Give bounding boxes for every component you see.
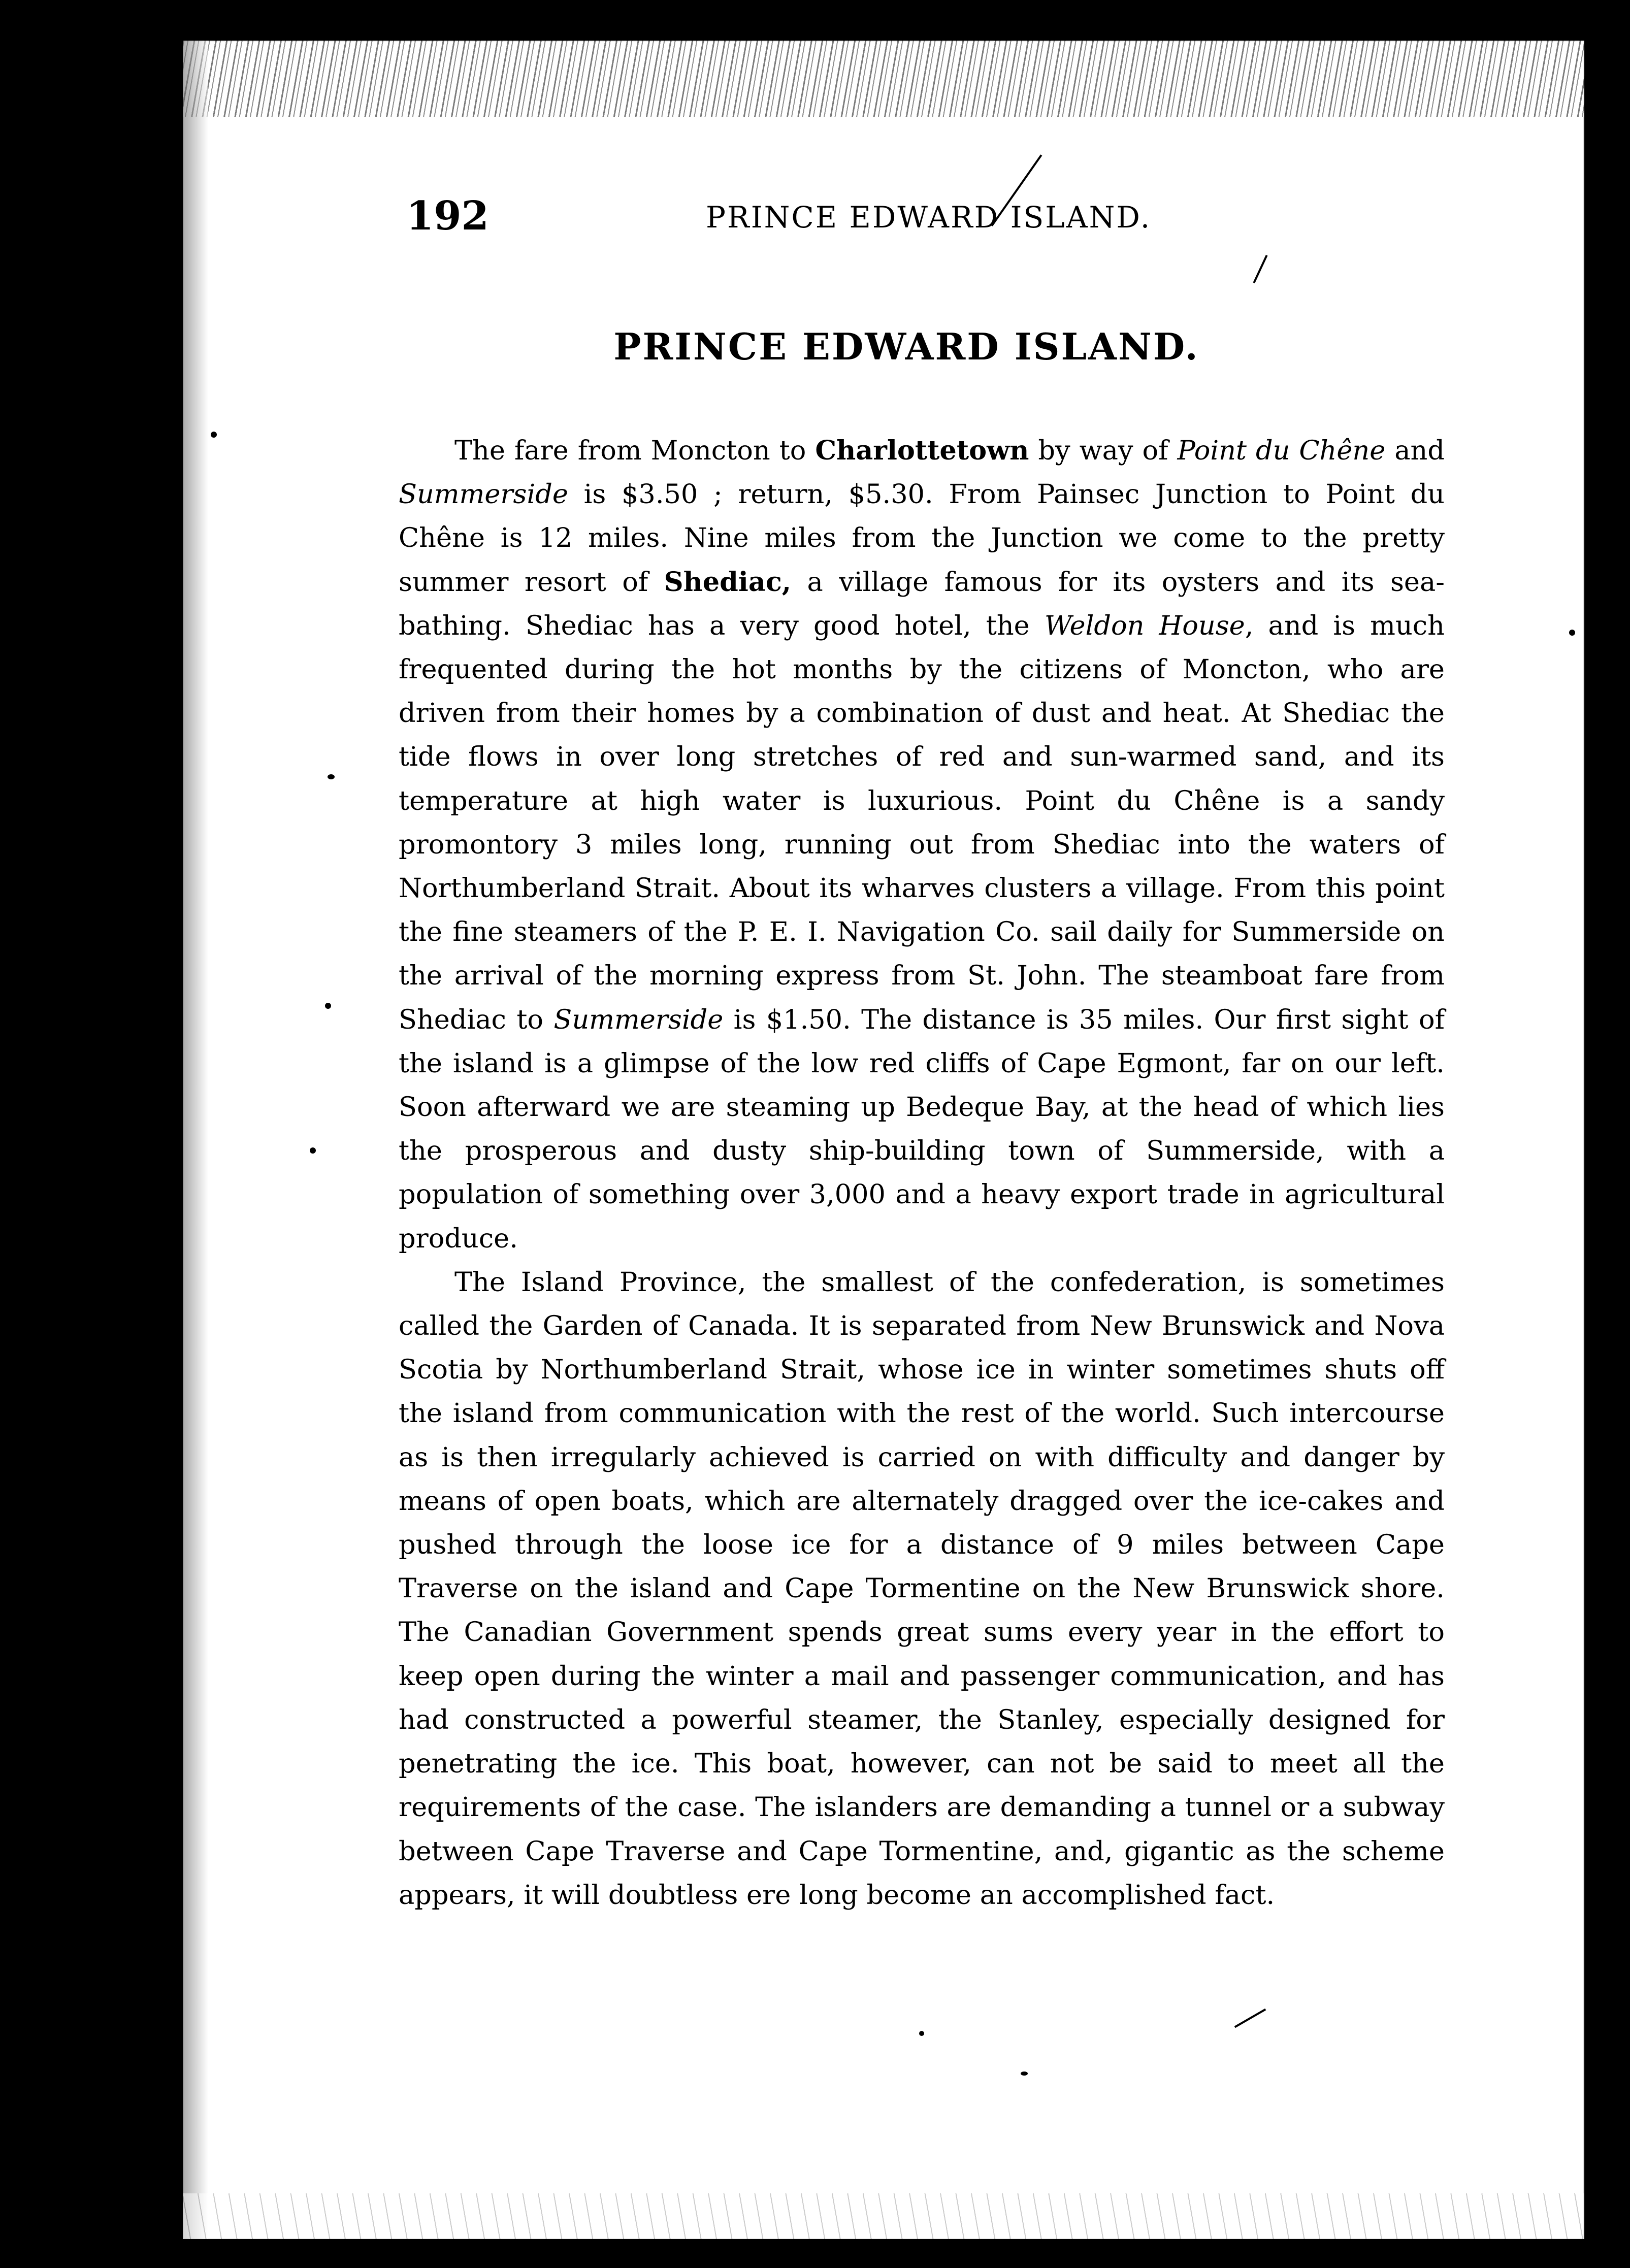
- chapter-title: PRINCE EDWARD ISLAND.: [613, 325, 1199, 368]
- text-run: Point du Chêne: [1177, 435, 1386, 466]
- pen-mark: [1234, 2009, 1266, 2028]
- scan-speck: [919, 2031, 924, 2036]
- scan-speck: [1569, 630, 1575, 636]
- scan-top-edge-noise: [183, 41, 1584, 117]
- page-number: 192: [406, 193, 489, 239]
- scan-speck: [211, 432, 217, 438]
- text-run: Weldon House: [1044, 610, 1245, 641]
- text-run: , and is much frequented during the hot months by the citizens of Moncton, who are driven from their homes by a combination of dust and heat. At Shediac the tide flows in over long stretches of red and sun-warmed sand, and its temperature at high water is luxurious. Point du Chêne is a sandy promontory 3 miles long, running out from Shediac into the waters of Northumberland Strait. About its wharves clusters a village. From this point the fine steamers of the P. E. I. Navigation Co. sail daily for Summerside on the arrival of the morning express from St. John. The steamboat fare from Shediac to: [399, 610, 1445, 1035]
- text-run: Shediac,: [664, 566, 792, 598]
- text-run: and: [1385, 435, 1445, 466]
- text-run: is $3.50 ; return, $5.30. From Painsec Junction to Point du Chêne is 12 miles. Nine miles from the Junction we come to the pretty summer resort of: [399, 479, 1445, 598]
- scan-speck: [1021, 2072, 1028, 2076]
- scan-gutter-shadow: [183, 41, 208, 2239]
- book-page: [183, 41, 1584, 2239]
- running-title: PRINCE EDWARD ISLAND.: [706, 200, 1152, 235]
- text-run: Summerside: [399, 479, 568, 510]
- scan-speck: [310, 1147, 316, 1154]
- paragraph-2: [399, 1261, 1445, 1917]
- paragraph-1: [399, 429, 1445, 1261]
- scan-speck: [328, 774, 335, 779]
- scan-bottom-edge-noise: [183, 2193, 1584, 2239]
- text-run: Summerside: [553, 1004, 724, 1035]
- text-run: Charlottetown: [815, 435, 1029, 466]
- text-run: The fare from Moncton to: [454, 435, 816, 466]
- pen-mark: [1253, 255, 1268, 283]
- body-text: [399, 429, 1445, 1917]
- text-run: a village famous for its oysters and its sea-bathing. Shediac has a very good hotel, the: [399, 566, 1445, 641]
- text-run: by way of: [1029, 435, 1178, 466]
- text-run: The Island Province, the smallest of the confederation, is sometimes called the Garden of Canada. It is separated from New Brunswick and Nova Scotia by Northumberland Strait, whose ice in winter sometimes shuts off the island from communication with the rest of the world. Such intercourse as is then irregularly achieved is carried on with difficulty and danger by means of open boats, which are alternately dragged over the ice-cakes and pushed through the loose ice for a distance of 9 miles between Cape Traverse on the island and Cape Tormentine on the New Brunswick shore. The Canadian Government spends great sums every year in the effort to keep open during the winter a mail and passenger communication, and has had constructed a powerful steamer, the Stanley, especially designed for penetrating the ice. This boat, however, can not be said to meet all the requirements of the case. The islanders are demanding a tunnel or a subway between Cape Traverse and Cape Tormentine, and, gigantic as the scheme appears, it will doubtless ere long become an accomplished fact.: [399, 1266, 1445, 1911]
- scan-speck: [325, 1003, 331, 1009]
- text-run: is $1.50. The distance is 35 miles. Our first sight of the island is a glimpse of the low red cliffs of Cape Egmont, far on our left. Soon afterward we are steaming up Bedeque Bay, at the head of which lies the prosperous and dusty ship-building town of Summerside, with a population of something over 3,000 and a heavy export trade in agricultural produce.: [399, 1004, 1445, 1254]
